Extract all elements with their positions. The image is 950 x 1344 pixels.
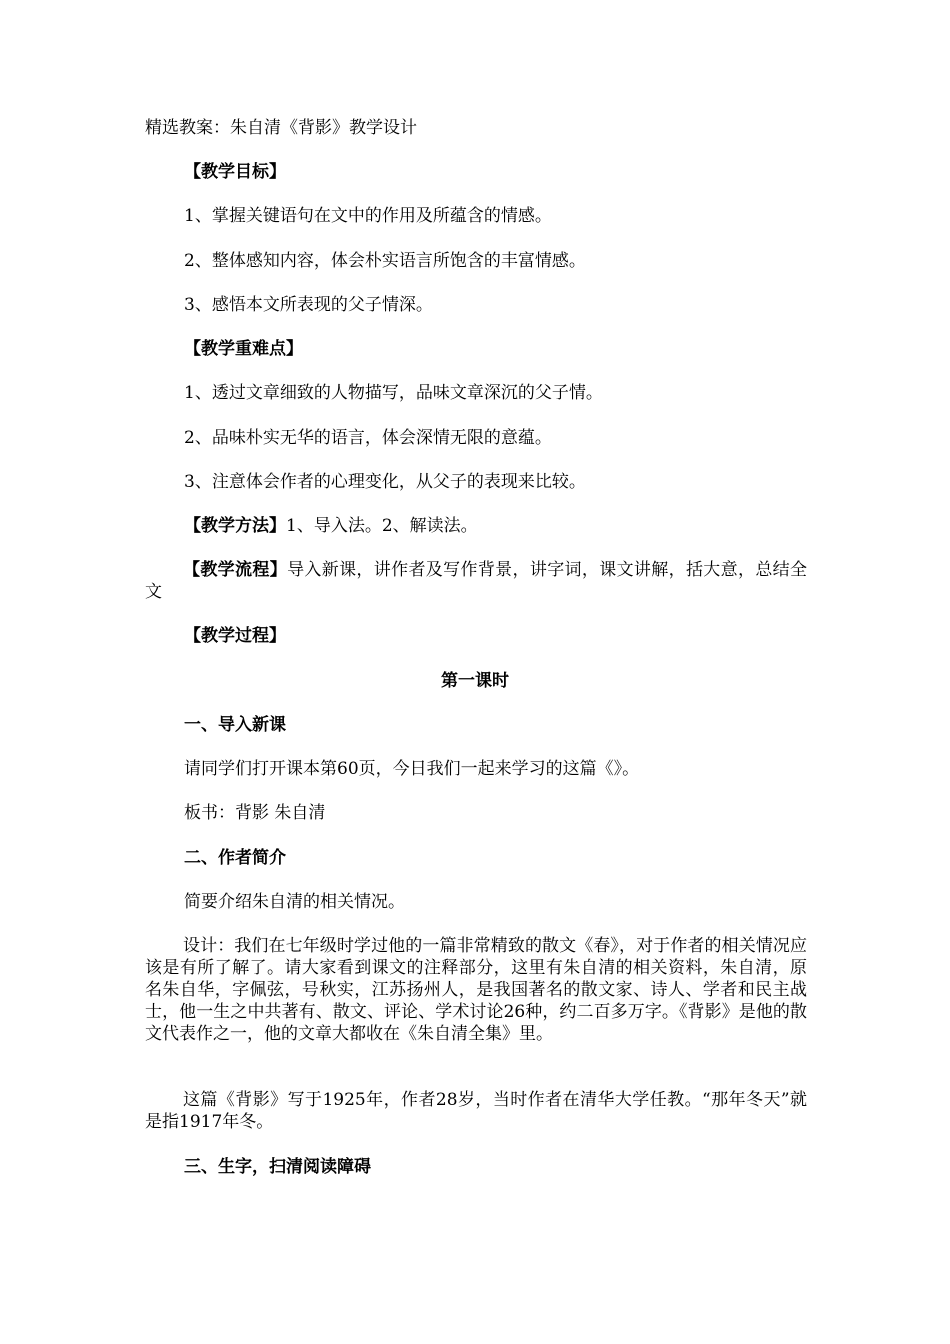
section1-text: 请同学们打开课本第60页，今日我们一起来学习的这篇《》。 <box>184 759 640 779</box>
board-writing: 板书：背影 朱自清 <box>184 803 326 823</box>
methods-text: 1、导入法。2、解读法。 <box>286 516 478 536</box>
document-title: 精选教案：朱自清《背影》教学设计 <box>145 118 417 138</box>
flow-heading: 【教学流程】 <box>183 560 288 580</box>
process-heading: 【教学过程】 <box>184 626 286 646</box>
section-heading: 二、作者简介 <box>184 848 286 868</box>
key-point-item: 2、品味朴实无华的语言，体会深情无限的意蕴。 <box>184 428 552 448</box>
goal-item: 3、感悟本文所表现的父子情深。 <box>184 295 433 315</box>
methods-heading: 【教学方法】 <box>184 516 286 536</box>
key-points-heading: 【教学重难点】 <box>184 339 303 359</box>
goals-heading: 【教学目标】 <box>184 162 286 182</box>
flow-text: 导入新课，讲作者及写作背景，讲字词，课文讲解，括大意，总结全文 <box>145 560 808 602</box>
key-point-item: 1、透过文章细致的人物描写，品味文章深沉的父子情。 <box>184 383 603 403</box>
section2-text: 简要介绍朱自清的相关情况。 <box>184 892 405 912</box>
section-heading: 一、导入新课 <box>184 715 286 735</box>
flow-paragraph <box>145 559 807 603</box>
section-heading: 三、生字，扫清阅读障碍 <box>184 1157 371 1177</box>
key-point-item: 3、注意体会作者的心理变化，从父子的表现来比较。 <box>184 472 586 492</box>
background-paragraph: 这篇《背影》写于1925年，作者28岁，当时作者在清华大学任教。“那年冬天”就是指1917年冬。 <box>145 1090 807 1132</box>
lesson-title: 第一课时 <box>441 671 509 691</box>
goal-item: 1、掌握关键语句在文中的作用及所蕴含的情感。 <box>184 206 552 226</box>
design-paragraph: 设计：我们在七年级时学过他的一篇非常精致的散文《春》，对于作者的相关情况应该是有所了解了。请大家看到课文的注释部分，这里有朱自清的相关资料，朱自清，原名朱自华，字佩弦，号秋实，江苏扬州人，是我国著名的散文家、诗人、学者和民主战士，他一生之中共著有、散文、评论、学术讨论26种，约二百多万字。《背影》是他的散文代表作之一，他的文章大都收在《朱自清全集》里。 <box>145 936 807 1044</box>
goal-item: 2、整体感知内容，体会朴实语言所饱含的丰富情感。 <box>184 251 586 271</box>
methods-row <box>184 515 478 537</box>
